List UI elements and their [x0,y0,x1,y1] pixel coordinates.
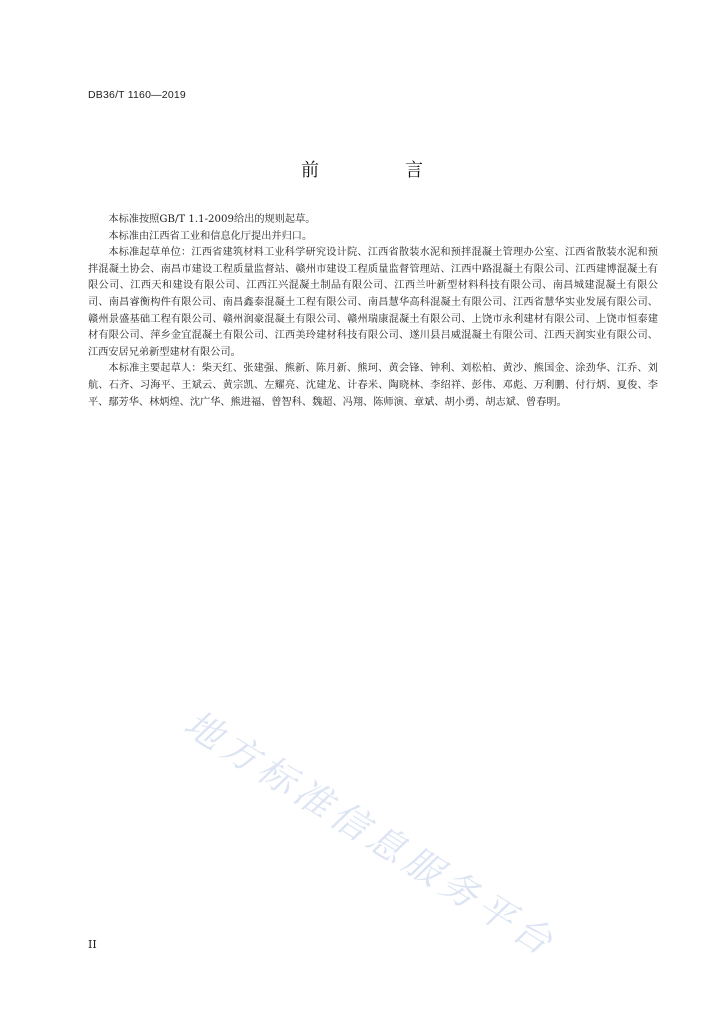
document-code: DB36/T 1160—2019 [88,89,186,101]
paragraph-drafting-rules: 本标准按照GB/T 1.1-2009给出的规则起草。 [108,214,316,225]
foreword-body [88,212,658,411]
watermark: 地方标准信息服务平台 [176,701,565,967]
paragraph-drafting-units: 本标准起草单位：江西省建筑材料工业科学研究设计院、江西省散装水泥和预拌混凝土管理办公室、江西省散装水泥和预拌混凝土协会、南昌市建设工程质量监督站、赣州市建设工程质量监督管理站、江西中路混凝土有限公司、江西建博混凝土有限公司、江西天和建设有限公司、江西江兴混凝土制品有限公司、江西兰叶新型材料科技有限公司、南昌城建混凝土有限公司、南昌睿衡构件有限公司、南昌鑫泰混凝土工程有限公司、南昌慧华高科混凝土有限公司、江西省慧华实业发展有限公司、赣州景盛基础工程有限公司、赣州润豪混凝土有限公司、赣州瑞康混凝土有限公司、上饶市永利建材有限公司、上饶市恒泰建材有限公司、萍乡金宜混凝土有限公司、江西美玲建材科技有限公司、遂川县吕威混凝土有限公司、江西天润实业有限公司、江西安居兄弟新型建材有限公司。 [88,247,658,358]
page-title: 前 言 [301,160,457,181]
page-number: II [88,938,97,951]
paragraph-main-drafters: 本标准主要起草人：柴天红、张建强、熊新、陈月新、熊珂、黄会锋、钟利、刘松柏、黄沙、熊国金、涂劲华、江乔、刘航、石齐、习海平、王斌云、黄宗凯、左耀亮、沈建龙、计春米、陶晓林、李绍祥、彭伟、邓彪、万利鹏、付行炳、夏俊、李平、鄢芳华、林炳煌、沈广华、熊进福、曾智科、魏超、冯翔、陈师演、章斌、胡小勇、胡志斌、曾春明。 [88,363,658,408]
paragraph-proposer: 本标准由江西省工业和信息化厅提出并归口。 [108,230,313,242]
